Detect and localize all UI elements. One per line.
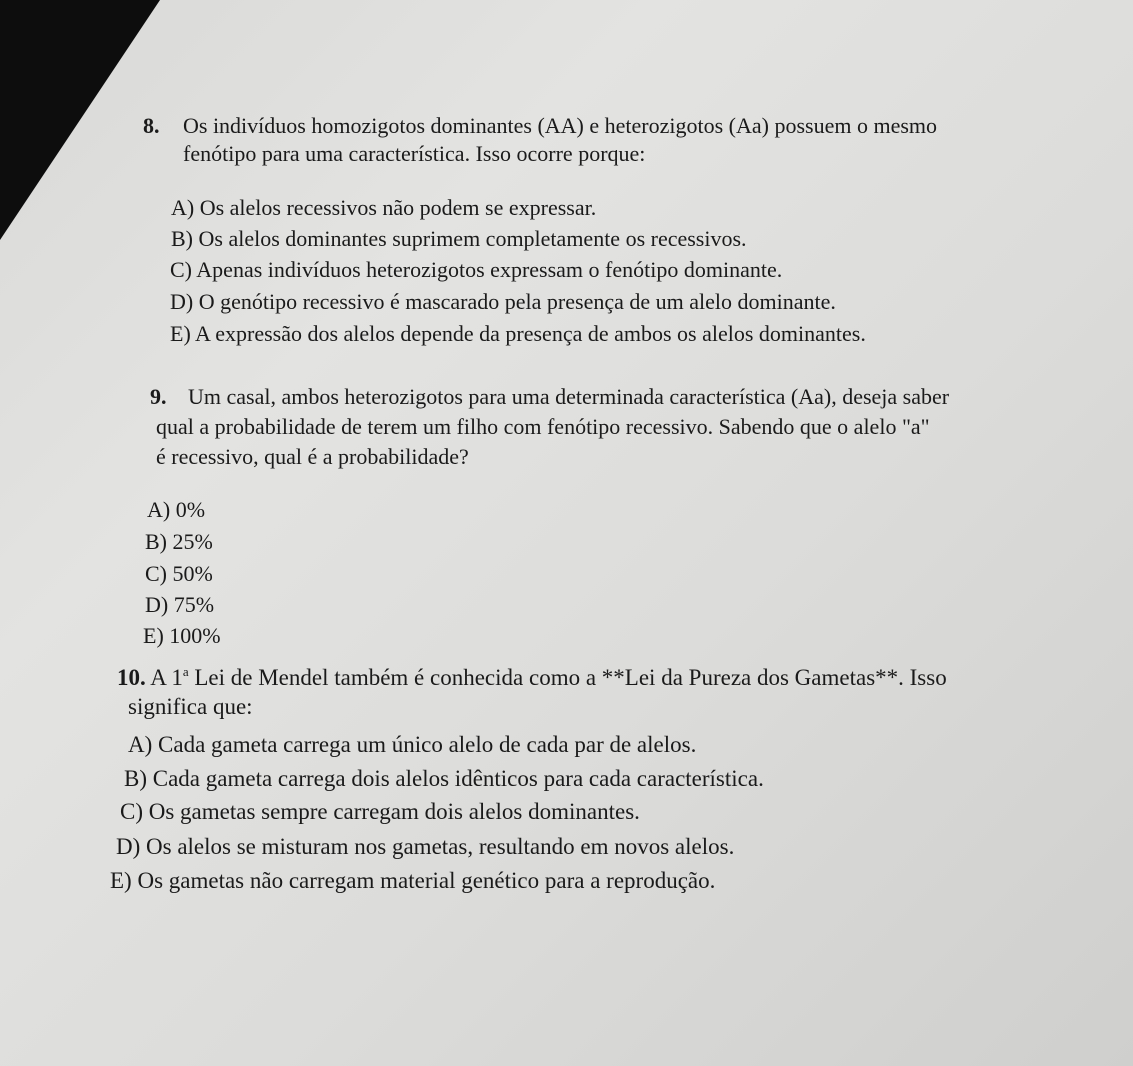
answer-option: B) 25% [145, 529, 213, 554]
answer-option: A) 0% [147, 497, 206, 522]
answer-option: A) Os alelos recessivos não podem se expressar. [171, 195, 597, 220]
answer-option: B) Cada gameta carrega dois alelos idênticos para cada característica. [124, 766, 764, 791]
question-number: 9. [150, 384, 167, 409]
question-stem-line: Um casal, ambos heterozigotos para uma determinada característica (Aa), deseja saber [188, 384, 950, 409]
question-number: 10. [117, 665, 146, 690]
answer-option: C) Apenas indivíduos heterozigotos expressam o fenótipo dominante. [170, 257, 783, 282]
question-stem-line: fenótipo para uma característica. Isso ocorre porque: [183, 141, 646, 166]
question-stem-line: é recessivo, qual é a probabilidade? [156, 444, 469, 469]
answer-option: A) Cada gameta carrega um único alelo de cada par de alelos. [128, 732, 697, 757]
answer-option: E) 100% [143, 623, 221, 648]
answer-option: C) 50% [145, 561, 213, 586]
answer-option: D) 75% [145, 592, 215, 617]
question-number: 8. [143, 113, 160, 138]
answer-option: E) Os gametas não carregam material genético para a reprodução. [110, 868, 716, 893]
question-stem-line: qual a probabilidade de terem um filho com fenótipo recessivo. Sabendo que o alelo "a" [156, 414, 930, 439]
answer-option: E) A expressão dos alelos depende da presença de ambos os alelos dominantes. [170, 321, 866, 346]
answer-option: C) Os gametas sempre carregam dois alelos dominantes. [120, 799, 640, 824]
ordinal-superscript: a [182, 664, 189, 679]
answer-option: B) Os alelos dominantes suprimem completamente os recessivos. [171, 226, 747, 251]
dark-corner-shadow [0, 0, 160, 240]
answer-option: D) O genótipo recessivo é mascarado pela presença de um alelo dominante. [170, 289, 836, 314]
answer-option: D) Os alelos se misturam nos gametas, resultando em novos alelos. [116, 834, 735, 859]
question-stem-line: Os indivíduos homozigotos dominantes (AA) e heterozigotos (Aa) possuem o mesmo [183, 113, 938, 138]
question-stem-line: 10. A 1$^a$ Lei de Mendel também é conhecida como a **Lei da Pureza dos Gametas**. Isso [117, 664, 947, 690]
question-stem-line: significa que: [128, 694, 253, 719]
